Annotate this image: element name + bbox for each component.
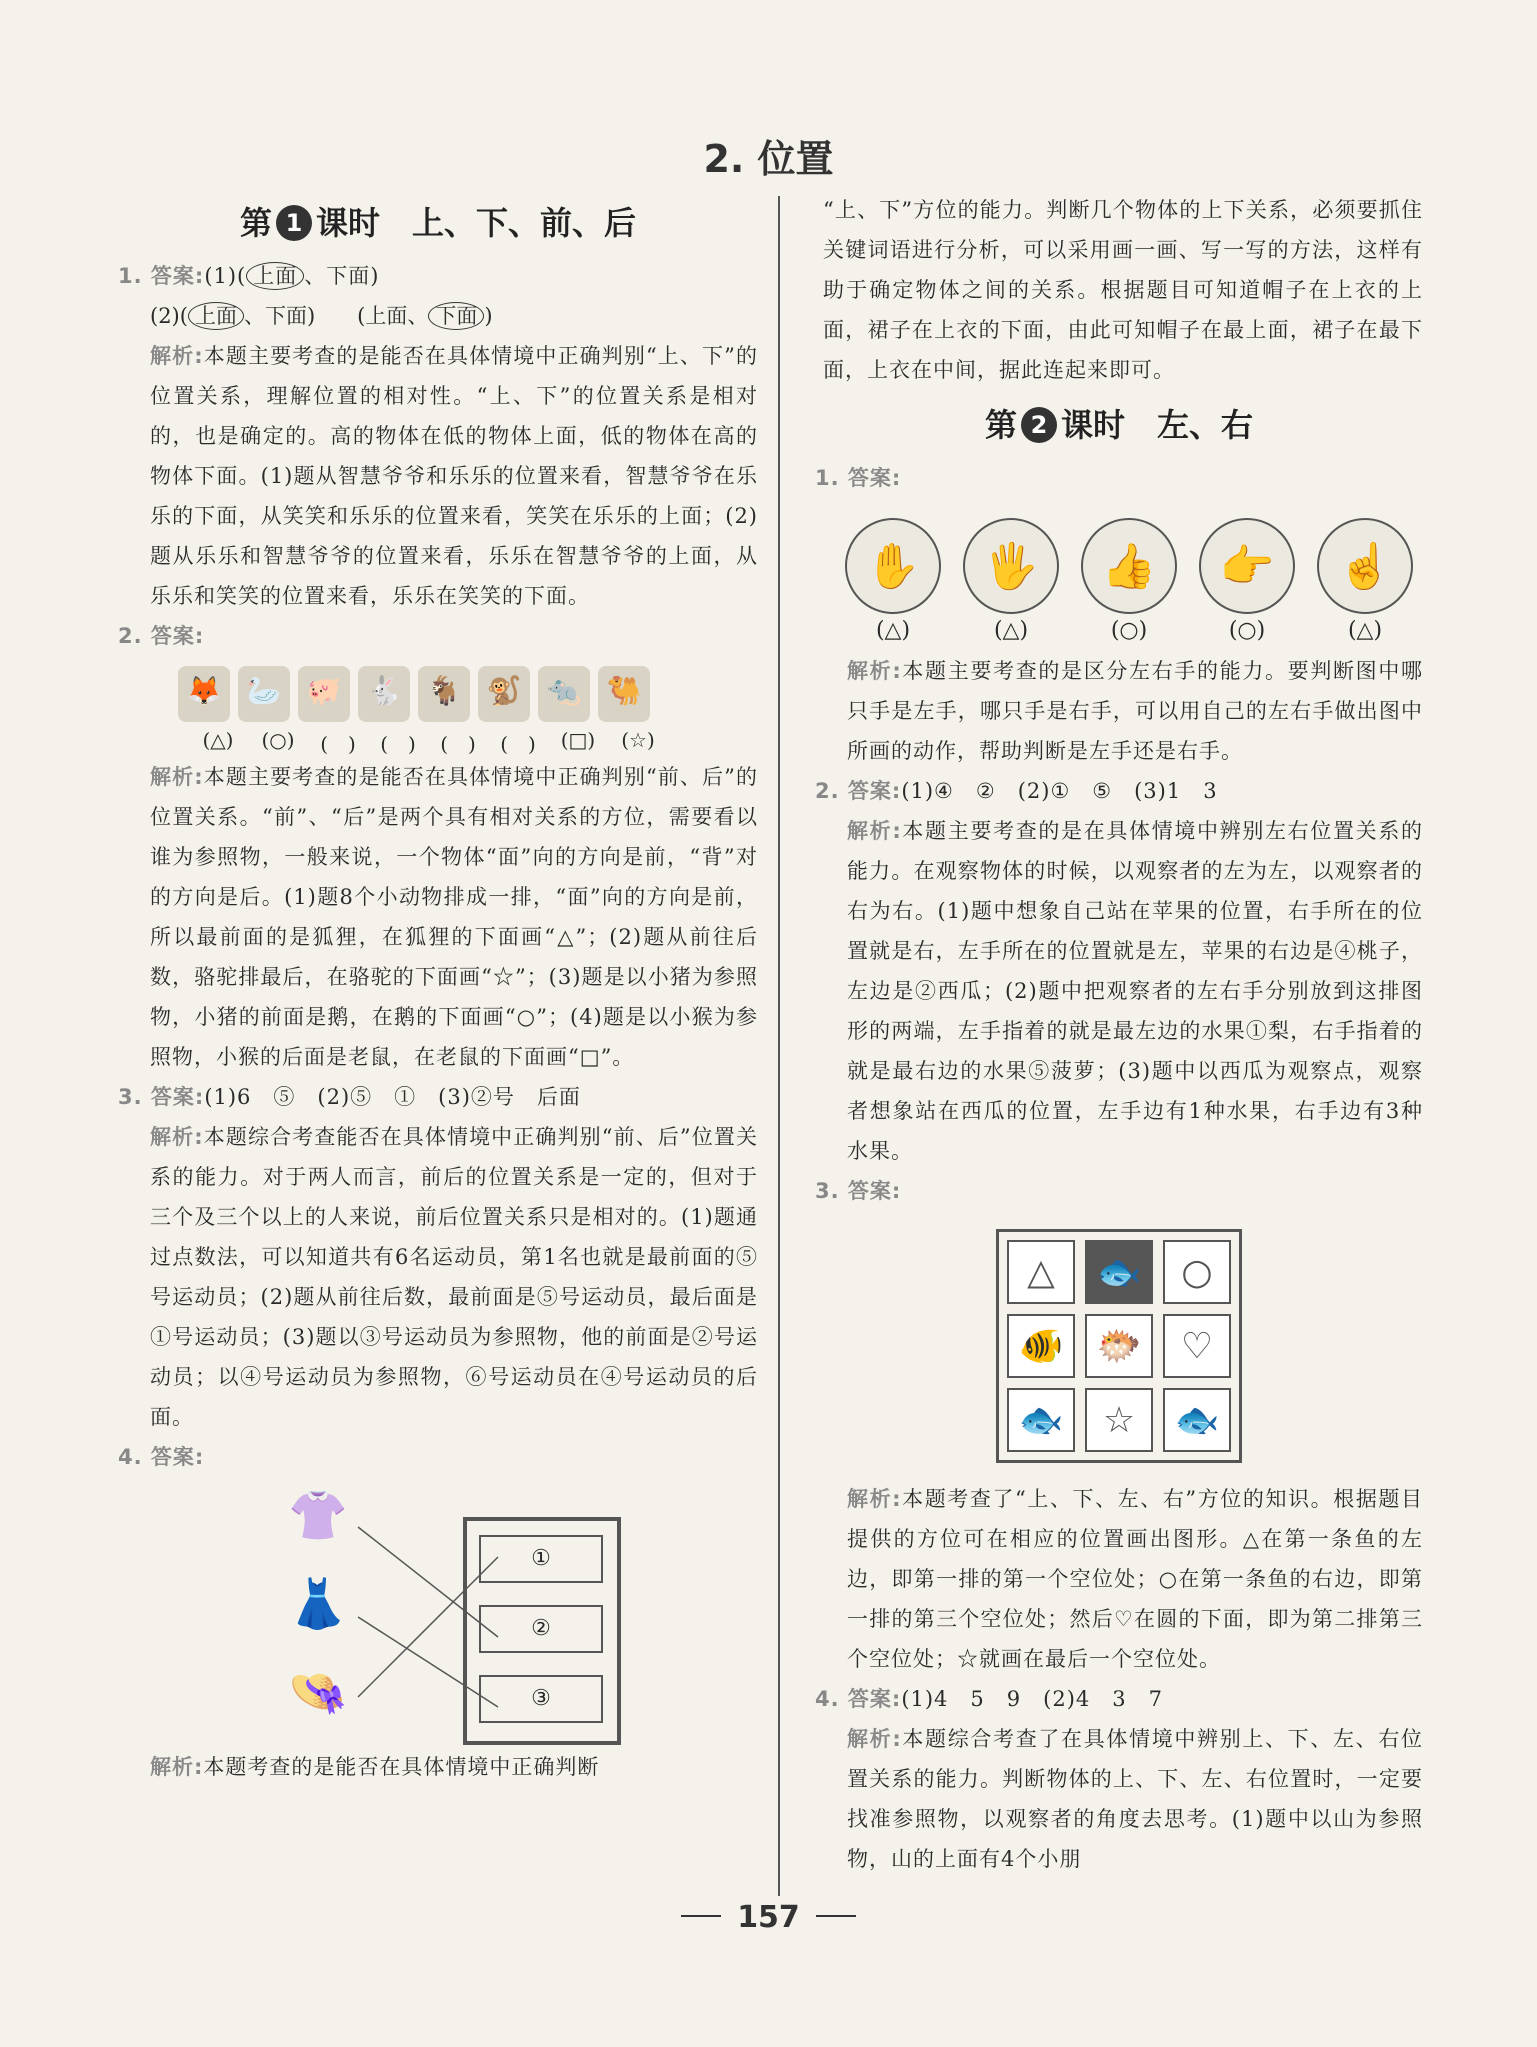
fish-icon: 🐟 bbox=[1163, 1388, 1231, 1452]
q2-answer-line bbox=[118, 616, 758, 656]
animal-glyph: 🐒 bbox=[486, 674, 522, 707]
connector-lines bbox=[118, 1487, 718, 1747]
circled-answer: 下面 bbox=[428, 302, 484, 330]
star-icon: ☆ bbox=[1085, 1388, 1153, 1452]
q2-label: 2. 答案: bbox=[815, 779, 902, 803]
explanation-label: 解析: bbox=[847, 819, 902, 843]
explanation-text: 本题综合考查了在具体情境中辨别上、下、左、右位置关系的能力。判断物体的上、下、左、右位置时，一定要找准参照物，以观察者的角度去思考。(1)题中以山为参照物，山的上面有4个小朋 bbox=[847, 1727, 1423, 1871]
hand-pointing-icon: 👉 bbox=[1199, 518, 1295, 614]
fish-icon: 🐟 bbox=[1085, 1240, 1153, 1304]
q4-label: 4. 答案: bbox=[118, 1445, 205, 1469]
goose-icon bbox=[238, 666, 290, 722]
r-q2-explanation bbox=[847, 811, 1423, 1171]
q4-explanation bbox=[150, 1747, 758, 1787]
mark: (○) bbox=[1228, 618, 1266, 643]
position-grid bbox=[996, 1229, 1242, 1463]
lesson-1-heading bbox=[118, 198, 758, 244]
q3-answer-line bbox=[118, 1077, 758, 1117]
q3-explanation bbox=[150, 1117, 758, 1437]
hand-finger-icon: ☝ bbox=[1317, 518, 1413, 614]
mark: (△) bbox=[875, 618, 911, 643]
lesson-number-badge: 1 bbox=[276, 205, 312, 241]
monkey-icon bbox=[478, 666, 530, 722]
q1-text: ) bbox=[484, 304, 493, 328]
lesson-prefix: 第 bbox=[239, 204, 272, 242]
column-divider bbox=[778, 196, 780, 1896]
animal-glyph: 🦢 bbox=[246, 674, 282, 707]
q4-label: 4. 答案: bbox=[815, 1687, 902, 1711]
goat-icon bbox=[418, 666, 470, 722]
animal-glyph: 🐀 bbox=[546, 674, 582, 707]
lesson-title: 课时 左、右 bbox=[1061, 406, 1254, 444]
mouse-icon bbox=[538, 666, 590, 722]
animal-marks bbox=[188, 728, 758, 757]
explanation-label: 解析: bbox=[150, 344, 204, 368]
q3-label: 3. 答案: bbox=[815, 1179, 902, 1203]
mark: (☆) bbox=[621, 728, 655, 752]
explanation-text: 本题主要考查的是在具体情境中辨别左右位置关系的能力。在观察物体的时候，以观察者的左为左，以观察者的右为右。(1)题中想象自己站在苹果的位置，右手所在的位置就是右，左手所在的位置就是左，苹果的右边是④桃子，左边是②西瓜；(2)题中把观察者的左右手分别放到这排图形的两端，左手指着的就是最左边的水果①梨，右手指着的就是最右边的水果⑤菠萝；(3)题中以西瓜为观察点，观察者想象站在西瓜的位置，左手边有1种水果，右手边有3种水果。 bbox=[847, 819, 1423, 1163]
r-q1-explanation bbox=[847, 651, 1423, 771]
explanation-text: 本题主要考查的是区分左右手的能力。要判断图中哪只手是左手，哪只手是右手，可以用自己的左右手做出图中所画的动作，帮助判断是左手还是右手。 bbox=[847, 659, 1423, 763]
drawer-slot: ② bbox=[479, 1605, 603, 1653]
circled-answer: 上面 bbox=[246, 262, 304, 290]
circled-answer: 上面 bbox=[188, 302, 244, 330]
animal-glyph: 🐖 bbox=[306, 674, 342, 707]
left-column bbox=[118, 198, 758, 1787]
q2-answer: (1)④ ② (2)① ⑤ (3)1 3 bbox=[901, 779, 1218, 803]
explanation-label: 解析: bbox=[847, 1487, 902, 1511]
mark: (○) bbox=[1110, 618, 1148, 643]
mark: ( ) bbox=[320, 732, 356, 756]
clothes-drawer-figure bbox=[118, 1487, 758, 1737]
lesson-2-heading bbox=[815, 400, 1423, 446]
q2-explanation bbox=[150, 757, 758, 1077]
drawer-slot: ① bbox=[479, 1535, 603, 1583]
explanation-text: 本题综合考查能否在具体情境中正确判别“前、后”位置关系的能力。对于两人而言，前后的位置关系是一定的，但对于三个及三个以上的人来说，前后位置关系只是相对的。(1)题通过点数法，可以知道共有6名运动员，第1名也就是最前面的⑤号运动员；(2)题从前往后数，最前面是⑤号运动员，最后面是①号运动员；(3)题以③号运动员为参照物，他的前面是②号运动员；以④号运动员为参照物，⑥号运动员在④号运动员的后面。 bbox=[150, 1125, 758, 1429]
q1-text: (2)( bbox=[150, 304, 188, 328]
hand-palm-icon: 🖐 bbox=[963, 518, 1059, 614]
q2-label: 2. 答案: bbox=[118, 624, 205, 648]
hand-row bbox=[845, 518, 1423, 614]
thumbs-up-icon: 👍 bbox=[1081, 518, 1177, 614]
q4-explanation-continued: “上、下”方位的能力。判断几个物体的上下关系，必须要抓住关键词语进行分析，可以采用画一画、写一写的方法，这样有助于确定物体之间的关系。根据题目可知道帽子在上衣的上面，裙子在上衣的下面，由此可知帽子在最上面，裙子在最下面，上衣在中间，据此连起来即可。 bbox=[823, 198, 1423, 382]
explanation-text: 本题主要考查的是能否在具体情境中正确判别“上、下”的位置关系，理解位置的相对性。“上、下”的位置关系是相对的，也是确定的。高的物体在低的物体上面，低的物体在高的物体下面。(1)题从智慧爷爷和乐乐的位置来看，智慧爷爷在乐乐的下面，从笑笑和乐乐的位置来看，笑笑在乐乐的上面；(2)题从乐乐和智慧爷爷的位置来看，乐乐在智慧爷爷的上面，从乐乐和笑笑的位置来看，乐乐在笑笑的下面。 bbox=[150, 344, 758, 608]
right-column bbox=[815, 190, 1423, 1879]
q1-answer-line bbox=[118, 256, 758, 296]
r-q2-answer-line bbox=[815, 771, 1423, 811]
fox-icon bbox=[178, 666, 230, 722]
animal-glyph: 🐐 bbox=[426, 674, 462, 707]
q1-label: 1. 答案: bbox=[118, 264, 205, 288]
q4-answer: (1)4 5 9 (2)4 3 7 bbox=[901, 1687, 1163, 1711]
r-q3-explanation bbox=[847, 1479, 1423, 1679]
shirt-icon: 👚 bbox=[288, 1488, 348, 1544]
explanation-label: 解析: bbox=[150, 765, 204, 789]
animal-glyph: 🐇 bbox=[366, 674, 402, 707]
mark: ( ) bbox=[500, 732, 536, 756]
animal-row bbox=[178, 666, 758, 722]
triangle-icon: △ bbox=[1007, 1240, 1075, 1304]
r-q4-explanation bbox=[847, 1719, 1423, 1879]
mark: (□) bbox=[560, 728, 596, 752]
drawer-cabinet bbox=[463, 1517, 621, 1745]
q1-text: 、下面) bbox=[304, 264, 380, 288]
r-q4-answer-line bbox=[815, 1679, 1423, 1719]
q1-text: (1)( bbox=[204, 264, 247, 288]
lesson-number-badge: 2 bbox=[1021, 407, 1057, 443]
explanation-label: 解析: bbox=[847, 659, 902, 683]
q1-text: 、下面) (上面、 bbox=[243, 304, 429, 328]
q1-answer-line2 bbox=[150, 296, 758, 336]
explanation-text: 本题考查了“上、下、左、右”方位的知识。根据题目提供的方位可在相应的位置画出图形。△在第一条鱼的左边，即第一排的第一个空位处；○在第一条鱼的右边，即第一排的第三个空位处；然后♡在圆的下面，即为第二排第三个空位处；☆就画在最后一个空位处。 bbox=[847, 1487, 1423, 1671]
q1-label: 1. 答案: bbox=[815, 466, 902, 490]
fish-icon: 🐟 bbox=[1007, 1388, 1075, 1452]
animal-glyph: 🐫 bbox=[606, 674, 642, 707]
hat-icon: 👒 bbox=[288, 1664, 348, 1720]
explanation-label: 解析: bbox=[150, 1125, 204, 1149]
animal-glyph: 🦊 bbox=[186, 674, 222, 707]
drawer-slot: ③ bbox=[479, 1675, 603, 1723]
page-title: 2. 位置 bbox=[703, 137, 834, 181]
hand-marks bbox=[845, 618, 1423, 643]
pig-icon bbox=[298, 666, 350, 722]
circle-icon: ○ bbox=[1163, 1240, 1231, 1304]
q4-answer-line bbox=[118, 1437, 758, 1477]
mark: (△) bbox=[1347, 618, 1383, 643]
hand-flat-icon: ✋ bbox=[845, 518, 941, 614]
r-q1-answer-line bbox=[815, 458, 1423, 498]
heart-icon: ♡ bbox=[1163, 1314, 1231, 1378]
mark: ( ) bbox=[380, 732, 416, 756]
camel-icon bbox=[598, 666, 650, 722]
mark: (△) bbox=[202, 728, 234, 752]
q3-answer: (1)6 ⑤ (2)⑤ ① (3)②号 后面 bbox=[204, 1085, 581, 1109]
q3-label: 3. 答案: bbox=[118, 1085, 205, 1109]
rabbit-icon bbox=[358, 666, 410, 722]
lesson-title: 课时 上、下、前、后 bbox=[316, 204, 637, 242]
fish-icon: 🐠 bbox=[1007, 1314, 1075, 1378]
mark: (○) bbox=[261, 728, 295, 752]
mark: (△) bbox=[993, 618, 1029, 643]
lesson-prefix: 第 bbox=[984, 406, 1017, 444]
mark: ( ) bbox=[440, 732, 476, 756]
r-q3-answer-line bbox=[815, 1171, 1423, 1211]
explanation-text: 本题考查的是能否在具体情境中正确判断 bbox=[203, 1755, 600, 1779]
explanation-text: 本题主要考查的是能否在具体情境中正确判别“前、后”的位置关系。“前”、“后”是两个具有相对关系的方位，需要看以谁为参照物，一般来说，一个物体“面”向的方向是前，“背”对的方向是后。(1)题8个小动物排成一排，“面”向的方向是前，所以最前面的是狐狸，在狐狸的下面画“△”；(2)题从前往后数，骆驼排最后，在骆驼的下面画“☆”；(3)题是以小猪为参照物，小猪的前面是鹅，在鹅的下面画“○”；(4)题是以小猴为参照物，小猴的后面是老鼠，在老鼠的下面画“□”。 bbox=[150, 765, 758, 1069]
q1-explanation bbox=[150, 336, 758, 616]
fish-icon: 🐡 bbox=[1085, 1314, 1153, 1378]
explanation-label: 解析: bbox=[150, 1755, 204, 1779]
skirt-icon: 👗 bbox=[288, 1576, 348, 1632]
page-number: 157 bbox=[0, 1900, 1537, 1935]
explanation-label: 解析: bbox=[847, 1727, 902, 1751]
